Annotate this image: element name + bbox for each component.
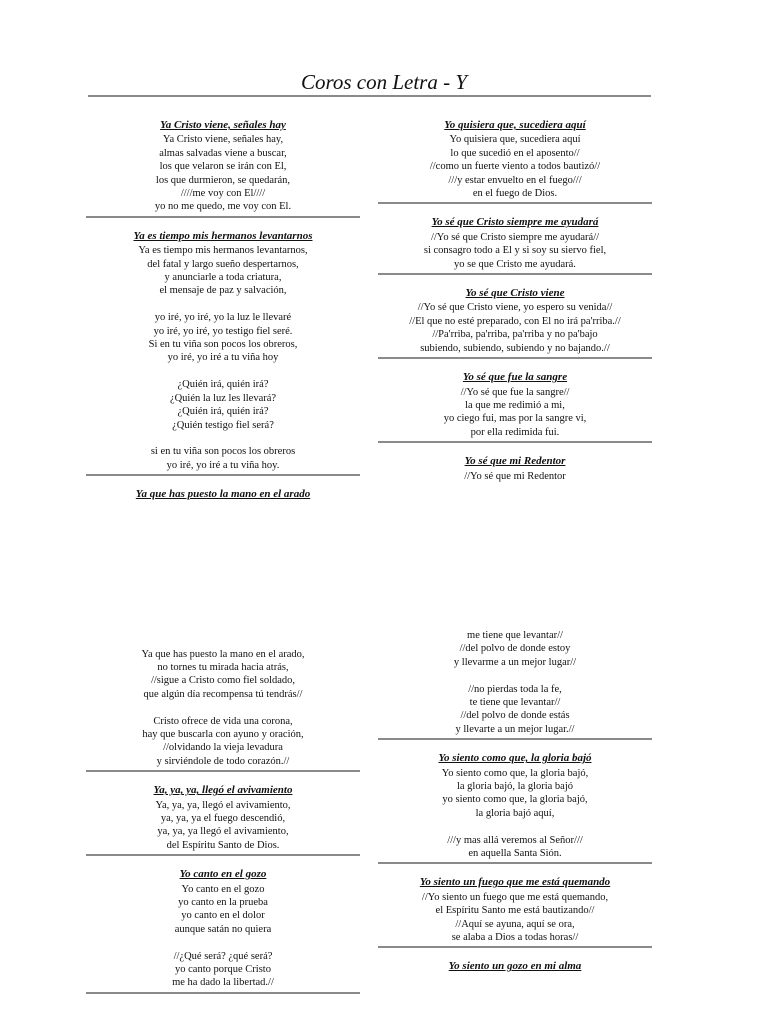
song-title: Ya, ya, ya, llegó el avivamiento xyxy=(153,784,293,797)
song-line: yo iré, yo iré, yo testigo fiel seré. xyxy=(153,325,293,337)
left-column xyxy=(88,119,358,1006)
song-title: Yo sé que mi Redentor xyxy=(464,455,566,468)
song-line: //Yo siento un fuego que me está quemando, xyxy=(421,891,609,903)
song-line: //El que no esté preparado, con El no irá pa'rriba.// xyxy=(409,315,621,327)
stanza-gap xyxy=(88,365,358,378)
song-line: me tiene que levantar// xyxy=(467,629,563,641)
song-line: ya, ya, ya llegó el avivamiento, xyxy=(157,826,289,838)
blank-area xyxy=(380,483,650,629)
song-line: //no pierdas toda la fe, xyxy=(468,683,562,695)
song-line: //¿Qué será? ¿qué será? xyxy=(173,950,273,962)
song-line: del Espíritu Santo de Dios. xyxy=(166,839,280,851)
song-line: Ya Cristo viene, señales hay, xyxy=(162,134,284,146)
song-line: aunque satán no quiera xyxy=(174,923,272,935)
stanza-gap xyxy=(88,936,358,949)
song-divider xyxy=(86,216,360,218)
song-yo-canto-en-el-gozo xyxy=(88,868,358,990)
song-line: lo que sucedió en el aposento// xyxy=(450,147,580,159)
song-line: //Yo sé que mi Redentor xyxy=(464,470,566,482)
song-line: que algún día recompensa tú tendrás// xyxy=(143,688,303,700)
song-line: //del polvo de donde estás xyxy=(460,710,570,722)
song-yo-se-que-mi-redentor xyxy=(380,455,650,736)
song-ya-cristo-viene xyxy=(88,119,358,214)
song-line: //Aquí se ayuna, aquí se ora, xyxy=(455,918,575,930)
song-line: //Pa'rriba, pa'rriba, pa'rriba y no pa'bajo xyxy=(432,329,598,341)
blank-area xyxy=(88,503,358,648)
song-line: //Yo sé que Cristo viene, yo espero su venida// xyxy=(417,302,613,314)
song-line: yo siento como que, la gloria bajó, xyxy=(442,794,588,806)
song-line: yo iré, yo iré a tu viña hoy. xyxy=(166,459,280,471)
song-line: ////me voy con El//// xyxy=(180,188,266,200)
song-title: Yo sé que Cristo siempre me ayudará xyxy=(431,216,599,229)
song-line: te tiene que levantar// xyxy=(469,696,561,708)
song-line: si consagro todo a El y si soy su siervo fiel, xyxy=(423,245,607,257)
song-line: ¿Quién la luz les llevará? xyxy=(169,392,277,404)
song-line: //Yo sé que Cristo siempre me ayudará// xyxy=(430,231,600,243)
song-line: y anunciarle a toda criatura, xyxy=(164,272,282,284)
song-line: la que me redimió a mi, xyxy=(465,399,565,411)
song-line: el mensaje de paz y salvación, xyxy=(159,285,287,297)
song-line: //olvidando la vieja levadura xyxy=(163,742,283,754)
song-line: almas salvadas viene a buscar, xyxy=(159,147,287,159)
song-line: Ya es tiempo mis hermanos levantarnos, xyxy=(138,245,308,257)
song-title: Yo quisiera que, sucediera aquí xyxy=(444,119,586,131)
song-line: //del polvo de donde estoy xyxy=(459,643,571,655)
song-divider xyxy=(378,202,652,204)
song-line: ya, ya, ya el fuego descendió, xyxy=(160,812,286,824)
song-line: //Yo sé que fue la sangre// xyxy=(460,386,570,398)
song-line: Ya que has puesto la mano en el arado, xyxy=(141,648,305,660)
song-divider xyxy=(86,474,360,476)
song-yo-siento-como-que xyxy=(380,752,650,860)
song-line: los que durmieron, se quedarán, xyxy=(155,174,291,186)
stanza-gap xyxy=(380,820,650,833)
song-line: la gloria bajó aquí, xyxy=(475,807,555,819)
song-line: se alaba a Dios a todas horas// xyxy=(451,932,579,944)
song-divider xyxy=(378,357,652,359)
song-divider xyxy=(378,862,652,864)
song-ya-es-tiempo xyxy=(88,230,358,472)
song-line: ///y estar envuelto en el fuego/// xyxy=(448,174,582,186)
song-line: Ya, ya, ya, llegó el avivamiento, xyxy=(155,799,291,811)
song-yo-se-que-fue-la-sangre xyxy=(380,371,650,439)
song-line: y llevarme a un mejor lugar// xyxy=(453,656,577,668)
song-line: //sigue a Cristo como fiel soldado, xyxy=(150,675,296,687)
song-line: yo se que Cristo me ayudará. xyxy=(454,258,576,270)
song-line: el Espíritu Santo me está bautizando// xyxy=(435,905,595,917)
song-line: Yo canto en el gozo xyxy=(181,883,265,895)
song-line: ¿Quién irá, quién irá? xyxy=(177,406,269,418)
song-line: la gloria bajó, la gloria bajó xyxy=(456,780,574,792)
song-line: yo canto porque Cristo xyxy=(175,964,271,976)
song-line: yo iré, yo iré, yo la luz le llevaré xyxy=(154,312,292,324)
stanza-gap xyxy=(88,432,358,445)
page-title: Coros con Letra - Y xyxy=(300,70,468,94)
song-title: Yo siento como que, la gloria bajó xyxy=(438,752,592,765)
song-divider xyxy=(378,441,652,443)
song-line: yo iré, yo iré a tu viña hoy xyxy=(167,352,279,364)
song-line: del fatal y largo sueño despertarnos, xyxy=(147,258,299,270)
song-divider xyxy=(378,273,652,275)
song-divider xyxy=(378,946,652,948)
song-line: ///y mas allá veremos al Señor/// xyxy=(447,834,583,846)
song-yo-se-que-cristo-viene xyxy=(380,287,650,355)
song-divider xyxy=(86,992,360,994)
song-line: me ha dado la libertad.// xyxy=(172,977,274,989)
song-yo-quisiera xyxy=(380,119,650,200)
song-title: Ya es tiempo mis hermanos levantarnos xyxy=(133,229,313,242)
song-line: los que velaron se irán con El, xyxy=(159,161,287,173)
song-yo-siento-un-gozo xyxy=(380,960,650,973)
song-line: ¿Quién testigo fiel será? xyxy=(172,419,274,431)
song-line: subiendo, subiendo, subiendo y no bajando.// xyxy=(420,342,610,354)
song-title: Yo sé que Cristo viene xyxy=(465,287,565,300)
song-line: yo canto en el dolor xyxy=(181,910,265,922)
song-yo-se-que-cristo-siempre xyxy=(380,216,650,271)
song-line: hay que buscarla con ayuno y oración, xyxy=(142,728,304,740)
song-title: Ya Cristo viene, señales hay xyxy=(160,119,286,131)
song-title: Yo canto en el gozo xyxy=(179,868,267,881)
song-divider xyxy=(86,854,360,856)
stanza-gap xyxy=(88,298,358,311)
song-title: Yo sé que fue la sangre xyxy=(462,371,568,384)
song-line: //como un fuerte viento a todos bautizó// xyxy=(429,161,601,173)
song-line: en el fuego de Dios. xyxy=(472,188,558,200)
song-line: Si en tu viña son pocos los obreros, xyxy=(148,339,298,351)
song-divider xyxy=(86,770,360,772)
song-line: en aquella Santa Sión. xyxy=(468,848,562,859)
song-line: no tornes tu mirada hacia atrás, xyxy=(157,661,289,673)
stanza-gap xyxy=(380,669,650,682)
song-line: yo canto en la prueba xyxy=(178,897,268,908)
song-line: si en tu viña son pocos los obreros xyxy=(150,446,296,458)
song-line: yo no me quedo, me voy con El. xyxy=(154,201,292,213)
title-rule xyxy=(88,95,651,97)
song-yo-siento-un-fuego xyxy=(380,876,650,944)
stanza-gap xyxy=(88,701,358,714)
song-line: y sirviéndole de todo corazón.// xyxy=(156,755,290,767)
song-line: Yo quisiera que, sucediera aquí xyxy=(449,134,581,146)
song-line: Yo siento como que, la gloria bajó, xyxy=(441,767,589,779)
song-line: y llevarte a un mejor lugar.// xyxy=(455,723,575,735)
right-column xyxy=(380,119,650,975)
song-line: ¿Quién irá, quién irá? xyxy=(177,379,269,391)
song-title: Ya que has puesto la mano en el arado xyxy=(135,488,311,501)
song-divider xyxy=(378,738,652,740)
song-title: Yo siento un fuego que me está quemando xyxy=(419,876,611,889)
song-line: Cristo ofrece de vida una corona, xyxy=(153,715,293,727)
song-ya-ya-ya xyxy=(88,784,358,852)
song-title: Yo siento un gozo en mi alma xyxy=(448,960,582,973)
song-ya-que-has-puesto xyxy=(88,488,358,768)
song-line: yo ciego fui, mas por la sangre vi, xyxy=(443,413,587,425)
song-line: por ella redimida fui. xyxy=(470,426,560,438)
